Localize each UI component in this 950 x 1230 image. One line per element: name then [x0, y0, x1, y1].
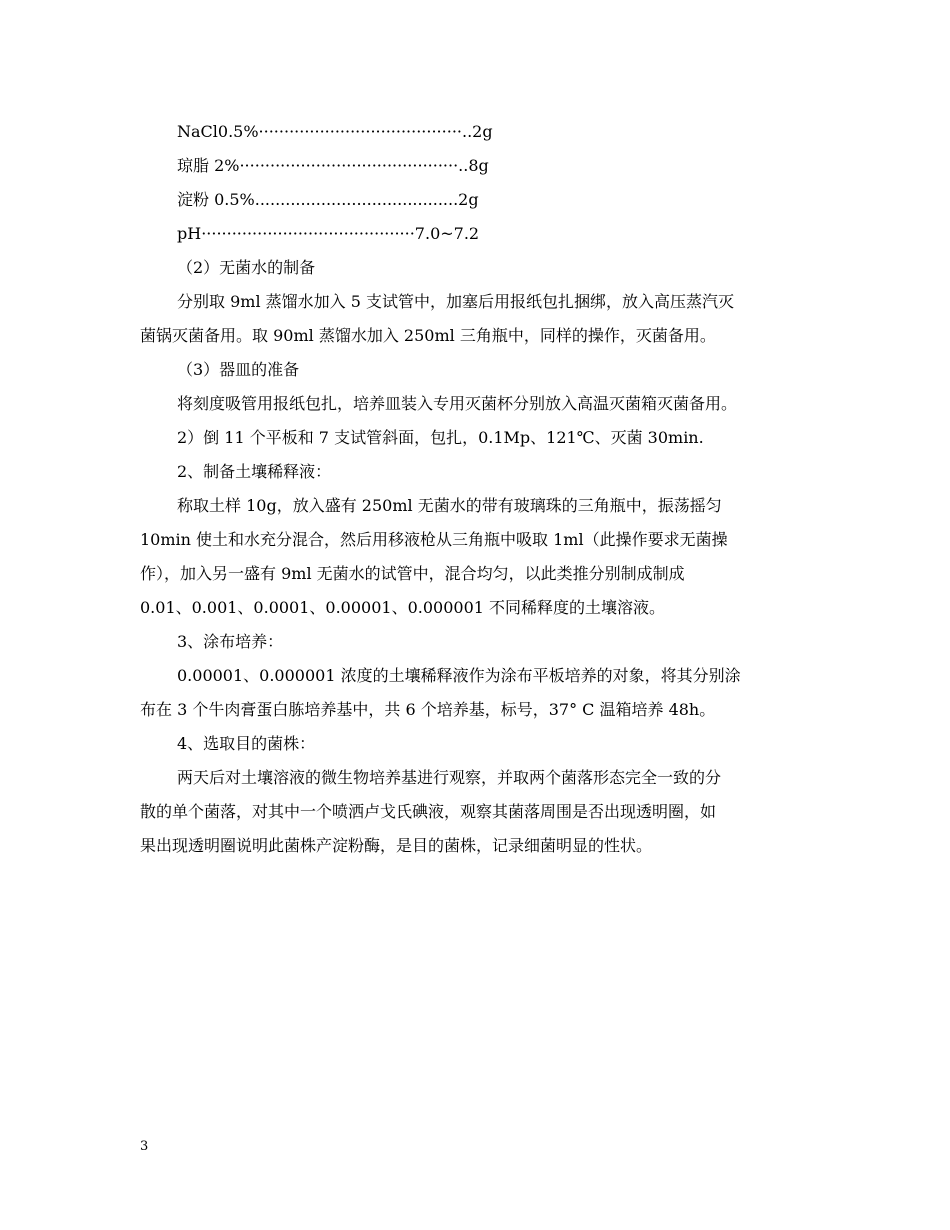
paragraph-line: 2）倒 11 个平板和 7 支试管斜面，包扎，0.1Mp、121℃、灭菌 30min.	[177, 428, 704, 447]
paragraph-line: 布在 3 个牛肉膏蛋白胨培养基中，共 6 个培养基，标号，37° C 温箱培养 48h。	[140, 700, 716, 719]
reagent-starch-line: 淀粉 0.5%........................................2g	[177, 190, 479, 209]
paragraph-line: 散的单个菌落，对其中一个喷洒卢戈氏碘液，观察其菌落周围是否出现透明圈，如	[140, 802, 717, 821]
reagent-nacl-line: NaCl0.5%········································..2g	[177, 122, 493, 141]
paragraph-line: 果出现透明圈说明此菌株产淀粉酶，是目的菌株，记录细菌明显的性状。	[140, 836, 653, 855]
section-heading-spread-culture: 3、涂布培养：	[177, 632, 284, 651]
paragraph-line: 0.01、0.001、0.0001、0.00001、0.000001 不同稀释度的土壤溶液。	[140, 598, 666, 617]
reagent-agar-line: 琼脂 2%···········································..8g	[177, 156, 489, 175]
paragraph-line: 称取土样 10g，放入盛有 250ml 无菌水的带有玻璃珠的三角瓶中，振荡摇匀	[177, 496, 722, 515]
reagent-ph-line: pH··········································7.0~7.2	[177, 224, 480, 243]
paragraph-line: 10min 使土和水充分混合，然后用移液枪从三角瓶中吸取 1ml（此操作要求无菌操	[140, 530, 728, 549]
paragraph-line: 分别取 9ml 蒸馏水加入 5 支试管中，加塞后用报纸包扎捆绑，放入高压蒸汽灭	[177, 292, 734, 311]
section-heading-glassware: （3）器皿的准备	[177, 360, 300, 379]
paragraph-line: 菌锅灭菌备用。取 90ml 蒸馏水加入 250ml 三角瓶中，同样的操作，灭菌备用。	[140, 326, 716, 345]
paragraph-line: 0.00001、0.000001 浓度的土壤稀释液作为涂布平板培养的对象，将其分别涂	[177, 666, 741, 685]
page-number: 3	[140, 1139, 149, 1154]
paragraph-line: 将刻度吸管用报纸包扎，培养皿装入专用灭菌杯分别放入高温灭菌箱灭菌备用。	[177, 394, 738, 413]
section-heading-select-strain: 4、选取目的菌株：	[177, 734, 316, 753]
paragraph-line: 两天后对土壤溶液的微生物培养基进行观察，并取两个菌落形态完全一致的分	[177, 768, 722, 787]
section-heading-dilution: 2、制备土壤稀释液：	[177, 462, 332, 481]
section-heading-sterile-water: （2）无菌水的制备	[177, 258, 316, 277]
paragraph-line: 作），加入另一盛有 9ml 无菌水的试管中，混合均匀，以此类推分别制成制成	[140, 564, 685, 583]
